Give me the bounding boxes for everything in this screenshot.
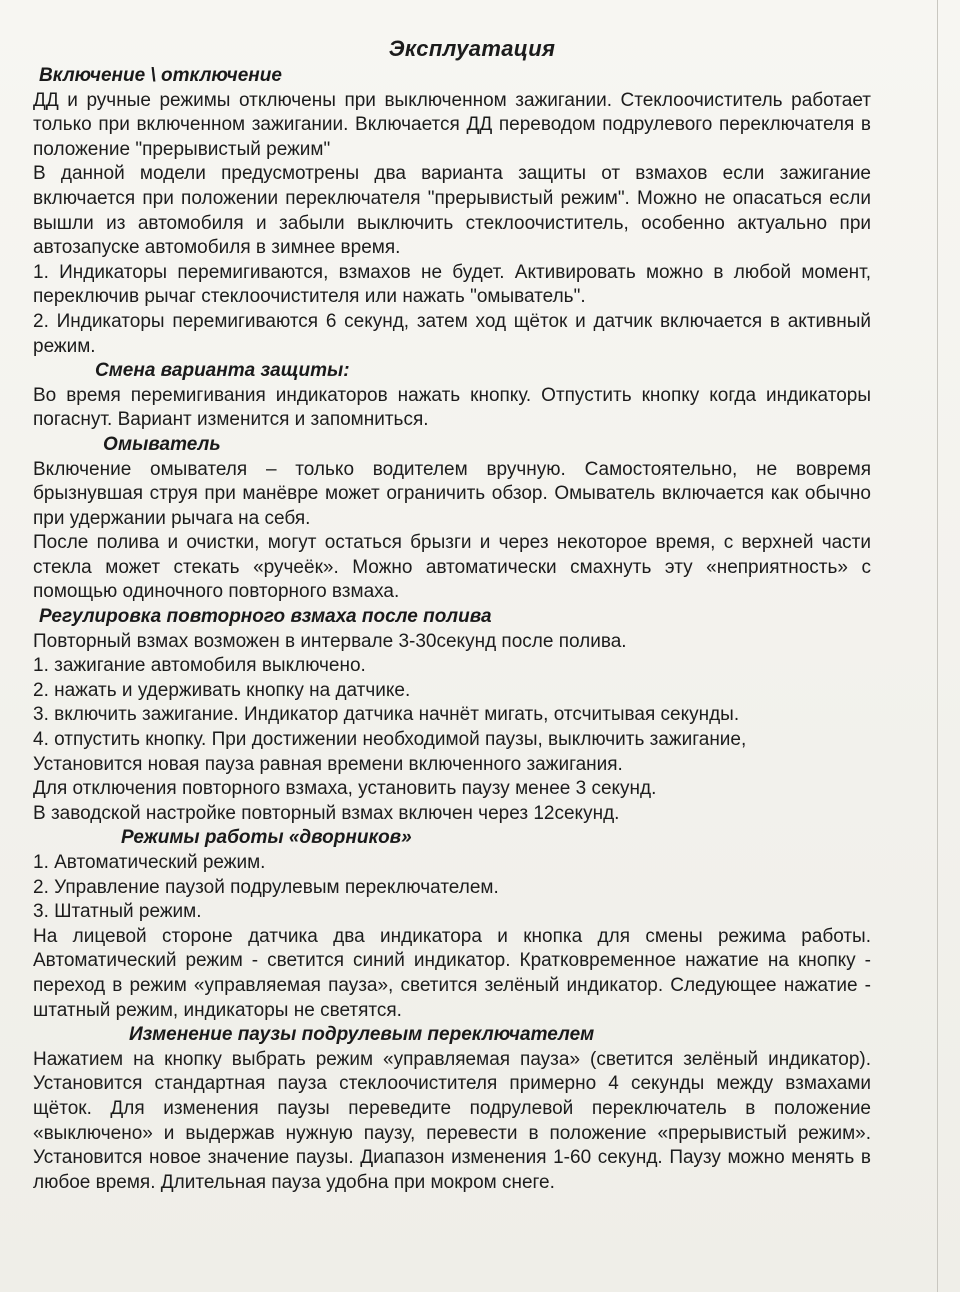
paragraph: На лицевой стороне датчика два индикатора и кнопка для смены режима работы. Автоматический режим - светится синий индикатор. Кратковременное нажатие на кнопку - переход в режим «управляемая пауза», светится зелёный индикатор. Следующее нажатие - штатный режим, индикаторы не светятся.	[33, 925, 871, 1021]
paragraph: Нажатием на кнопку выбрать режим «управляемая пауза» (светится зелёный индикатор). Установится стандартная пауза стеклоочистителя примерно 4 секунды между взмахами щёток. Для изменения паузы переведите подрулевой переключатель в положение «выключено» и выдержав нужную паузу, перевести в положение «прерывистый режим». Установится новое значение паузы. Диапазон изменения 1-60 секунд. Паузу можно менять в любое время. Длительная пауза удобна при мокром снеге.	[33, 1048, 871, 1193]
paragraph: 2. Индикаторы перемигиваются 6 секунд, затем ход щёток и датчик включается в активный режим.	[33, 310, 871, 357]
list-item: 1. Автоматический режим.	[33, 852, 266, 873]
list-item: 3. включить зажигание. Индикатор датчика начнёт мигать, отсчитывая секунды.	[33, 704, 740, 726]
list-item: В заводской настройке повторный взмах включен через 12секунд.	[33, 802, 620, 824]
list-item: 3. Штатный режим.	[33, 901, 202, 923]
paragraph: Во время перемигивания индикаторов нажать кнопку. Отпустить кнопку когда индикаторы погаснут. Вариант изменится и запомниться.	[33, 384, 871, 431]
list-item: 2. нажать и удерживать кнопку на датчике.	[33, 679, 411, 701]
page-title: Эксплуатация	[388, 36, 556, 61]
document-body	[33, 34, 871, 1195]
section-heading-pause-change: Изменение паузы подрулевым переключателем	[129, 1024, 595, 1046]
list-item: 1. зажигание автомобиля выключено.	[33, 655, 366, 677]
list-item: Повторный взмах возможен в интервале 3-30секунд после полива.	[33, 630, 627, 652]
paragraph: Включение омывателя – только водителем вручную. Самостоятельно, не вовремя брызнувшая струя при манёвре может ограничить обзор. Омыватель включается как обычно при удержании рычага на себя.	[33, 458, 871, 529]
list-item: Установится новая пауза равная времени включенного зажигания.	[33, 753, 623, 775]
section-heading-repeat-wipe: Регулировка повторного взмаха после полива	[39, 606, 492, 628]
section-heading-washer: Омыватель	[103, 433, 221, 455]
paragraph: 1. Индикаторы перемигиваются, взмахов не будет. Активировать можно в любой момент, переключив рычаг стеклоочистителя или нажать "омыватель".	[33, 261, 871, 308]
section-heading-protection-variant: Смена варианта защиты:	[95, 360, 350, 382]
paragraph: После полива и очистки, могут остаться брызги и через некоторое время, с верхней части стекла может стекать «ручеёк». Можно автоматически смахнуть эту «неприятность» с помощью одиночного повторного взмаха.	[33, 532, 871, 603]
list-item: 2. Управление паузой подрулевым переключателем.	[33, 876, 499, 898]
paragraph: ДД и ручные режимы отключены при выключенном зажигании. Стеклоочиститель работает только при включенном зажигании. Включается ДД переводом подрулевого переключателя в положение "прерывистый режим"	[33, 89, 871, 160]
paragraph: В данной модели предусмотрены два варианта защиты от взмахов если зажигание включается при положении переключателя "прерывистый режим". Можно не опасаться если вышли из автомобиля и забыли выключить стеклоочиститель, особенно актуально при автозапуске автомобиля в зимнее время.	[33, 163, 871, 259]
list-item: Для отключения повторного взмаха, установить паузу менее 3 секунд.	[33, 778, 657, 800]
section-heading-on-off: Включение \ отключение	[39, 65, 282, 86]
section-heading-wiper-modes: Режимы работы «дворников»	[121, 827, 412, 849]
list-item: 4. отпустить кнопку. При достижении необходимой паузы, выключить зажигание,	[33, 729, 747, 751]
